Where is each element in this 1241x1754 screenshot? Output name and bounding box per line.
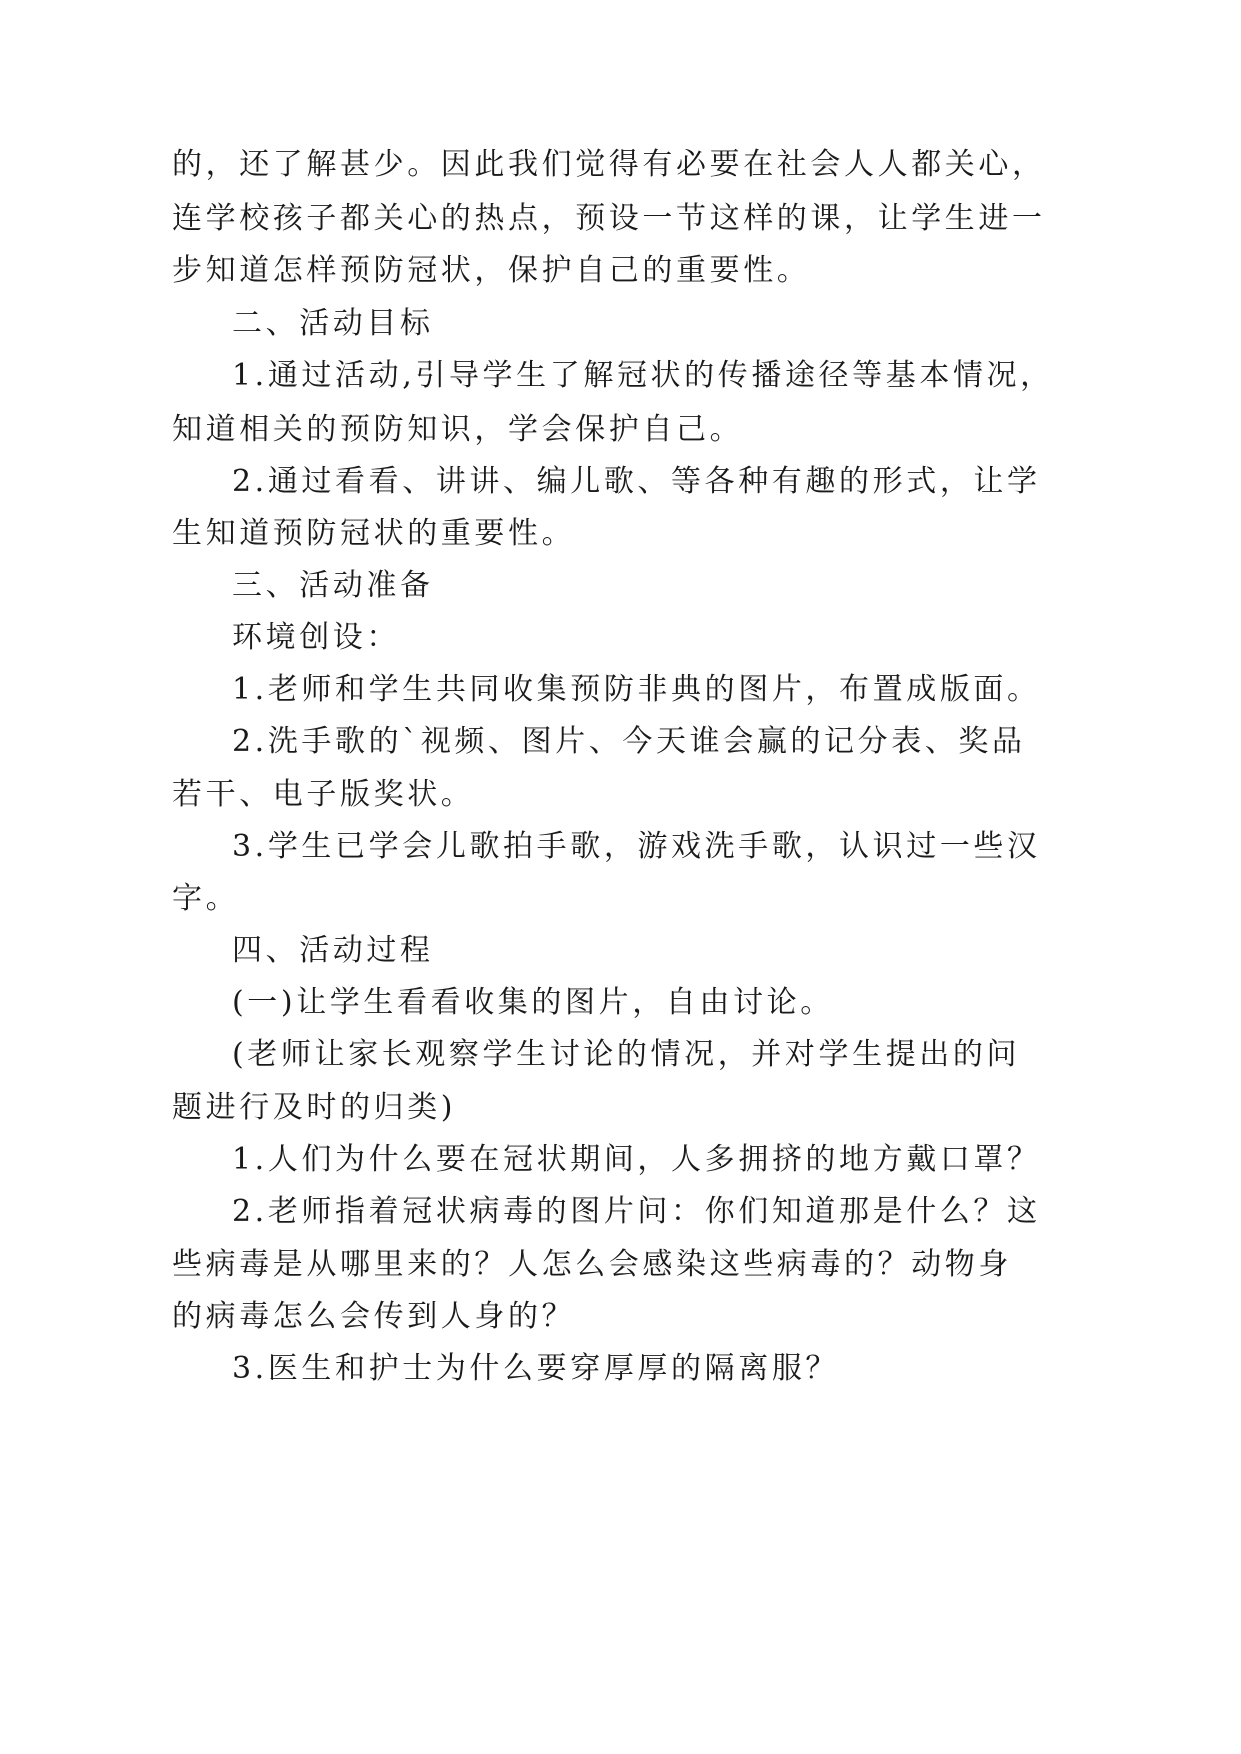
text-line: 环境创设： (232, 620, 400, 655)
text-line: (老师让家长观察学生讨论的情况，并对学生提出的问 (232, 1037, 1021, 1072)
text-line: 1.通过活动,引导学生了解冠状的传播途径等基本情况， (232, 358, 1054, 393)
text-line: 1.人们为什么要在冠状期间，人多拥挤的地方戴口罩？ (232, 1142, 1041, 1177)
text-line: 2.通过看看、讲讲、编儿歌、等各种有趣的形式，让学 (232, 464, 1041, 499)
section-heading: 四、活动过程 (232, 933, 434, 968)
section-heading: 三、活动准备 (232, 568, 434, 603)
text-line: 连学校孩子都关心的热点，预设一节这样的课，让学生进一 (172, 201, 1046, 236)
text-line: 3.学生已学会儿歌拍手歌，游戏洗手歌，认识过一些汉 (232, 829, 1041, 864)
section-heading: 二、活动目标 (232, 306, 434, 341)
text-line: (一)让学生看看收集的图片，自由讨论。 (232, 985, 834, 1020)
text-line: 的病毒怎么会传到人身的？ (172, 1299, 576, 1334)
text-line: 题进行及时的归类) (172, 1090, 457, 1125)
text-line: 生知道预防冠状的重要性。 (172, 516, 576, 551)
text-line: 1.老师和学生共同收集预防非典的图片，布置成版面。 (232, 672, 1041, 707)
text-line: 若干、电子版奖状。 (172, 777, 475, 812)
text-line: 知道相关的预防知识，学会保护自己。 (172, 412, 744, 447)
text-line: 的，还了解甚少。因此我们觉得有必要在社会人人都关心， (172, 147, 1046, 182)
text-line: 字。 (172, 881, 240, 916)
text-line: 3.医生和护士为什么要穿厚厚的隔离服？ (232, 1351, 840, 1386)
text-line: 步知道怎样预防冠状，保护自己的重要性。 (172, 253, 811, 288)
text-line: 些病毒是从哪里来的？人怎么会感染这些病毒的？动物身 (172, 1247, 1012, 1282)
text-line: 2.洗手歌的`视频、图片、今天谁会赢的记分表、奖品 (232, 724, 1026, 759)
text-line: 2.老师指着冠状病毒的图片问：你们知道那是什么？这 (232, 1194, 1041, 1229)
